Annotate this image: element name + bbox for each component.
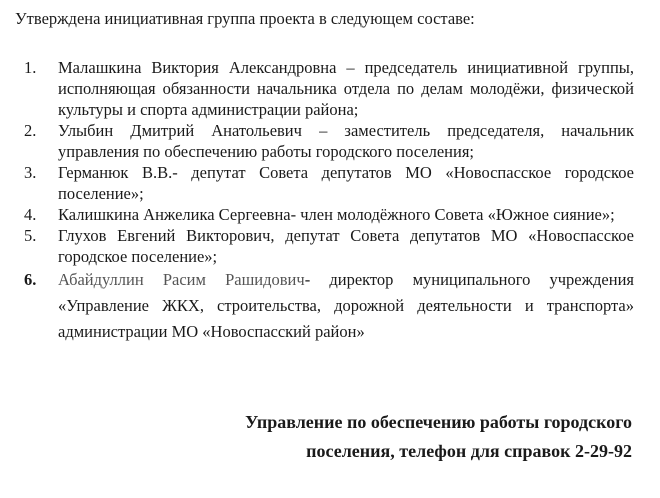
item-number: 3. (24, 163, 37, 182)
member-name: Малашкина Виктория Александровна (58, 58, 337, 77)
list-item (24, 204, 634, 225)
item-number: 1. (24, 58, 37, 77)
footer-line-1: Управление по обеспечению работы городского (245, 412, 632, 432)
list-item (24, 162, 634, 204)
member-role: депутат Совета депутатов МО «Новоспасское городское поселение»; (58, 226, 634, 266)
item-number: 4. (24, 205, 37, 224)
item-number: 5. (24, 226, 37, 245)
footer-line-2: поселения, телефон для справок 2-29-92 (306, 441, 632, 461)
member-name: Глухов Евгений Викторович, (58, 226, 275, 245)
member-name: Калишкина Анжелика Сергеевна (58, 205, 291, 224)
member-role: - директор муниципального учреждения «Управление ЖКХ, строительства, дорожной деятельности и транспорта» администрации МО «Новоспасский район» (58, 270, 634, 341)
member-name: Абайдуллин Расим Рашидович (58, 270, 305, 289)
member-role: – председатель инициативной группы, исполняющая обязанности начальника отдела по делам молодёжи, физической культуры и спорта администрации района; (58, 58, 635, 119)
member-role: – заместитель председателя, начальник управления по обеспечению работы городского поселения; (58, 121, 635, 161)
list-item (24, 57, 634, 120)
list-item (24, 120, 634, 162)
member-name: Улыбин Дмитрий Анатольевич (58, 121, 302, 140)
list-item (24, 225, 634, 267)
intro-text: Утверждена инициативная группа проекта в следующем составе: (15, 9, 475, 28)
list-item (24, 267, 634, 345)
member-name: Германюк В.В. (58, 163, 173, 182)
item-number: 2. (24, 121, 37, 140)
member-list (24, 57, 634, 345)
member-role: - депутат Совета депутатов МО «Новоспасское городское поселение»; (58, 163, 634, 203)
item-number: 6. (24, 270, 37, 289)
contact-footer (245, 408, 632, 466)
member-role: - член молодёжного Совета «Южное сияние»; (290, 205, 615, 224)
